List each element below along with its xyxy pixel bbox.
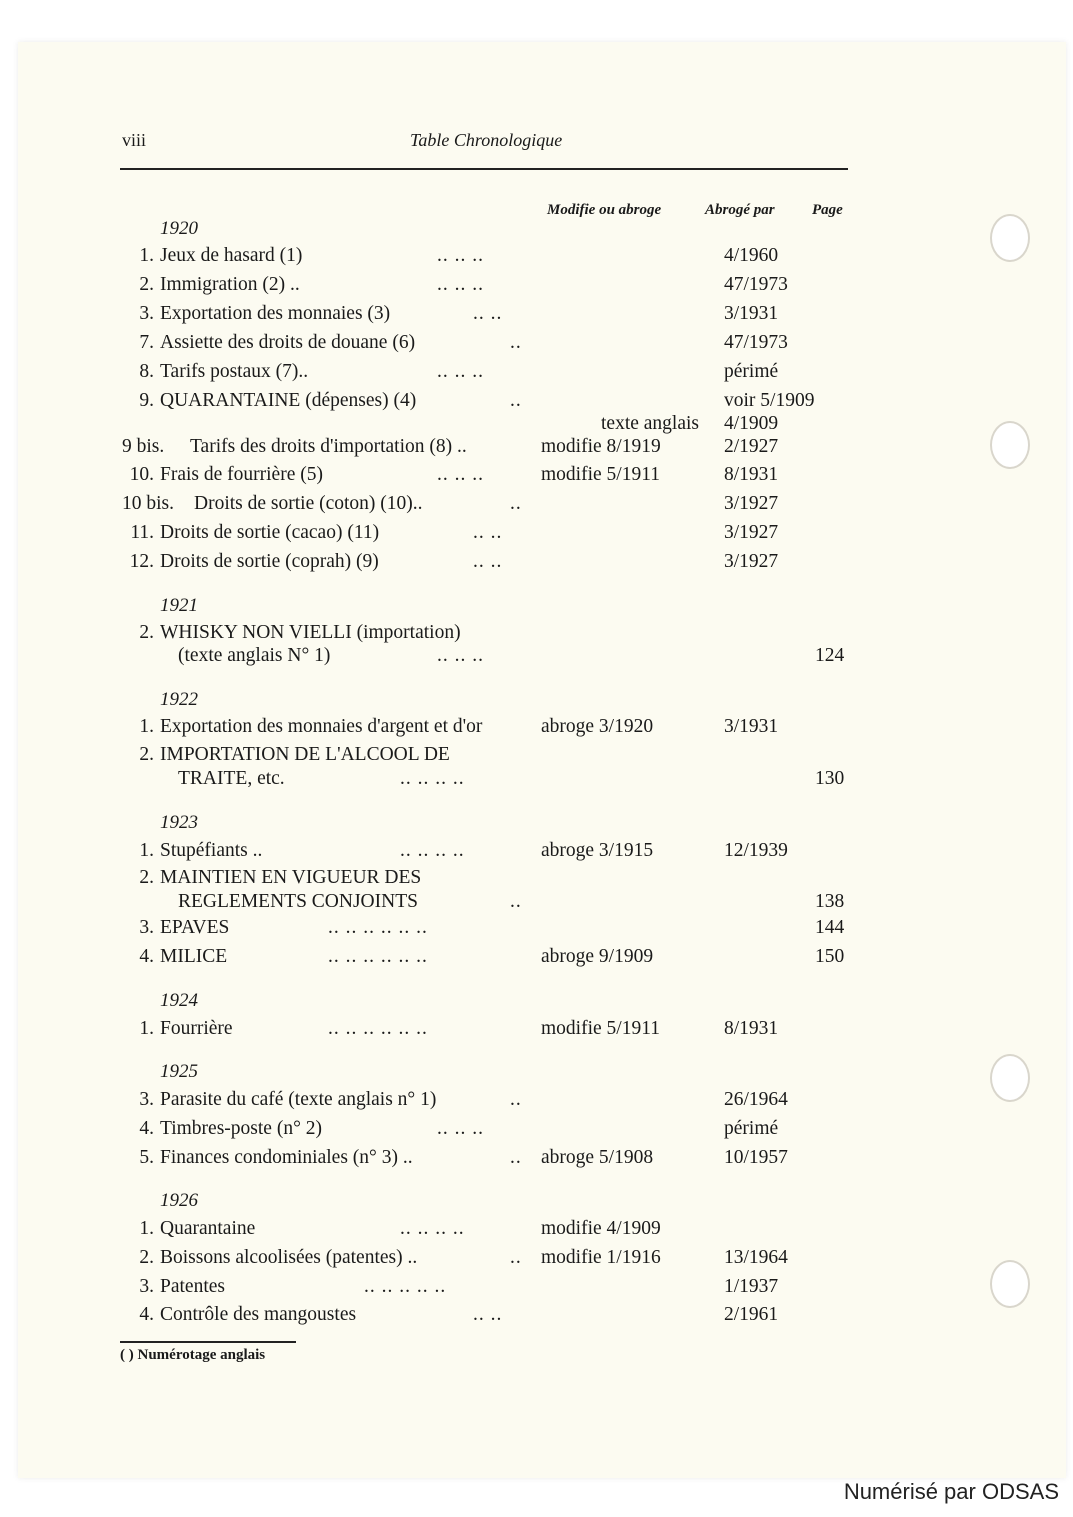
table-row xyxy=(0,1304,1073,1330)
entry-title: Quarantaine xyxy=(160,1218,256,1239)
entry-number: 11. xyxy=(130,522,154,543)
entry-number: 3. xyxy=(139,917,154,938)
table-row xyxy=(0,867,1073,893)
leader-dots: .. xyxy=(510,390,522,411)
abroge-par-cell: 1/1937 xyxy=(724,1276,779,1297)
table-row xyxy=(0,744,1073,770)
entry-title: MILICE xyxy=(160,946,228,967)
column-header-abroge-par: Abrogé par xyxy=(705,202,775,218)
page-cell: 130 xyxy=(815,768,845,789)
year-heading: 1923 xyxy=(160,812,198,833)
entry-title: Jeux de hasard (1) xyxy=(160,245,303,266)
entry-title: QUARANTAINE (dépenses) (4) xyxy=(160,390,417,411)
entry-number: 1. xyxy=(139,840,154,861)
abroge-par-cell: 4/1909 xyxy=(724,413,779,434)
table-row xyxy=(0,522,1073,548)
entry-title: (texte anglais N° 1) xyxy=(178,645,331,666)
table-row xyxy=(0,891,1073,917)
abroge-par-cell: 8/1931 xyxy=(724,1018,779,1039)
abroge-par-cell: 2/1927 xyxy=(724,436,779,457)
abroge-par-cell: 4/1960 xyxy=(724,245,779,266)
entry-title: Parasite du café (texte anglais n° 1) xyxy=(160,1089,437,1110)
page-title: Table Chronologique xyxy=(410,130,563,150)
leader-dots: .. .. .. xyxy=(437,274,484,295)
entry-title: Droits de sortie (coton) (10).. xyxy=(194,493,423,514)
entry-title: Boissons alcoolisées (patentes) .. xyxy=(160,1247,418,1268)
modifie-note: texte anglais xyxy=(601,413,700,434)
table-row xyxy=(0,1276,1073,1302)
table-row xyxy=(0,303,1073,329)
abroge-par-cell: 8/1931 xyxy=(724,464,779,485)
entry-title: Tarifs postaux (7).. xyxy=(160,361,309,382)
entry-number: 12. xyxy=(129,551,154,572)
table-row xyxy=(0,840,1073,866)
leader-dots: .. .. .. xyxy=(437,361,484,382)
entry-title: Tarifs des droits d'importation (8) .. xyxy=(190,436,467,457)
modifie-cell: abroge 3/1915 xyxy=(541,840,654,861)
entry-number: 2. xyxy=(139,622,154,643)
year-heading: 1921 xyxy=(160,595,198,616)
leader-dots: .. .. .. xyxy=(437,464,484,485)
modifie-cell: abroge 9/1909 xyxy=(541,946,654,967)
abroge-par-cell: voir 5/1909 xyxy=(724,390,815,411)
abroge-par-cell: périmé xyxy=(724,1118,779,1139)
entry-title: Droits de sortie (cacao) (11) xyxy=(160,522,380,543)
leader-dots: .. .. .. xyxy=(437,1118,484,1139)
footnote-rule xyxy=(120,1341,296,1343)
page-cell: 138 xyxy=(815,891,845,912)
entry-number: 1. xyxy=(139,716,154,737)
entry-title: WHISKY NON VIELLI (importation) xyxy=(160,622,461,643)
entry-number: 2. xyxy=(139,1247,154,1268)
leader-dots: .. .. .. .. .. .. xyxy=(328,1018,428,1039)
entry-number: 7. xyxy=(139,332,154,353)
modifie-cell: modifie 8/1919 xyxy=(541,436,661,457)
year-heading: 1924 xyxy=(160,990,198,1011)
entry-number: 2. xyxy=(139,744,154,765)
table-row xyxy=(0,645,1073,671)
entry-number: 10. xyxy=(129,464,154,485)
table-row xyxy=(0,551,1073,577)
leader-dots: .. .. .. xyxy=(437,645,484,666)
leader-dots: .. .. .. .. xyxy=(400,1218,465,1239)
abroge-par-cell: 10/1957 xyxy=(724,1147,788,1168)
entry-number: 9 bis. xyxy=(122,436,165,457)
page-cell: 124 xyxy=(815,645,845,666)
leader-dots: .. xyxy=(510,891,522,912)
leader-dots: .. xyxy=(510,1147,522,1168)
entry-title: Assiette des droits de douane (6) xyxy=(160,332,416,353)
entry-number: 2. xyxy=(139,274,154,295)
leader-dots: .. xyxy=(510,1247,522,1268)
leader-dots: .. xyxy=(510,332,522,353)
footnote: ( ) Numérotage anglais xyxy=(120,1347,266,1363)
entry-title: Patentes xyxy=(160,1276,225,1297)
column-header-modifie: Modifie ou abroge xyxy=(547,202,662,218)
leader-dots: .. .. xyxy=(473,303,503,324)
year-heading: 1925 xyxy=(160,1061,198,1082)
entry-number: 1. xyxy=(139,245,154,266)
leader-dots: .. .. xyxy=(473,551,503,572)
abroge-par-cell: 12/1939 xyxy=(724,840,788,861)
table-row xyxy=(0,274,1073,300)
leader-dots: .. xyxy=(510,493,522,514)
modifie-cell: modifie 5/1911 xyxy=(541,1018,660,1039)
entry-title: TRAITE, etc. xyxy=(178,768,285,789)
table-row xyxy=(0,1147,1073,1173)
abroge-par-cell: 47/1973 xyxy=(724,274,788,295)
abroge-par-cell: 3/1927 xyxy=(724,551,779,572)
entry-title: Immigration (2) .. xyxy=(160,274,300,295)
table-row xyxy=(0,1247,1073,1273)
leader-dots: .. .. .. .. xyxy=(400,840,465,861)
leader-dots: .. .. xyxy=(473,522,503,543)
leader-dots: .. .. .. .. .. xyxy=(364,1276,447,1297)
entry-title: IMPORTATION DE L'ALCOOL DE xyxy=(160,744,450,765)
leader-dots: .. .. .. .. xyxy=(400,768,465,789)
entry-title: Exportation des monnaies d'argent et d'or xyxy=(160,716,483,737)
year-heading: 1920 xyxy=(160,218,198,239)
watermark: Numérisé par ODSAS xyxy=(843,1479,1059,1504)
entry-title: Droits de sortie (coprah) (9) xyxy=(160,551,379,572)
table-row xyxy=(0,1218,1073,1244)
header-rule xyxy=(120,168,848,170)
table-row xyxy=(0,436,1073,462)
entry-number: 9. xyxy=(139,390,154,411)
abroge-par-cell: 3/1931 xyxy=(724,716,779,737)
entry-number: 8. xyxy=(139,361,154,382)
leader-dots: .. .. xyxy=(473,1304,503,1325)
modifie-cell: modifie 1/1916 xyxy=(541,1247,661,1268)
table-row xyxy=(0,1018,1073,1044)
year-heading: 1922 xyxy=(160,689,198,710)
entry-title: Timbres-poste (n° 2) xyxy=(160,1118,322,1139)
leader-dots: .. .. .. .. .. .. xyxy=(328,946,428,967)
entry-title: Contrôle des mangoustes xyxy=(160,1304,357,1325)
table-row xyxy=(0,946,1073,972)
table-row xyxy=(0,245,1073,271)
table-row xyxy=(0,1089,1073,1115)
entry-title: Frais de fourrière (5) xyxy=(160,464,323,485)
entry-number: 3. xyxy=(139,1276,154,1297)
entry-title: MAINTIEN EN VIGUEUR DES xyxy=(160,867,422,888)
entry-number: 4. xyxy=(139,946,154,967)
year-heading: 1926 xyxy=(160,1190,198,1211)
table-row xyxy=(0,493,1073,519)
modifie-cell: abroge 3/1920 xyxy=(541,716,654,737)
modifie-cell: abroge 5/1908 xyxy=(541,1147,654,1168)
abroge-par-cell: 13/1964 xyxy=(724,1247,788,1268)
abroge-par-cell: 26/1964 xyxy=(724,1089,788,1110)
entry-number: 3. xyxy=(139,303,154,324)
entry-number: 1. xyxy=(139,1018,154,1039)
leader-dots: .. .. .. xyxy=(437,245,484,266)
modifie-cell: modifie 4/1909 xyxy=(541,1218,661,1239)
abroge-par-cell: 3/1927 xyxy=(724,522,779,543)
page-cell: 144 xyxy=(815,917,845,938)
entry-number: 4. xyxy=(139,1304,154,1325)
entry-title: Stupéfiants .. xyxy=(160,840,263,861)
abroge-par-cell: 3/1927 xyxy=(724,493,779,514)
entry-number: 4. xyxy=(139,1118,154,1139)
leader-dots: .. xyxy=(510,1089,522,1110)
abroge-par-cell: périmé xyxy=(724,361,779,382)
table-row xyxy=(0,768,1073,794)
abroge-par-cell: 2/1961 xyxy=(724,1304,779,1325)
column-header-page: Page xyxy=(812,202,843,218)
entry-number: 2. xyxy=(139,867,154,888)
table-row xyxy=(0,361,1073,387)
table-row xyxy=(0,1118,1073,1144)
table-row xyxy=(0,716,1073,742)
entry-title: EPAVES xyxy=(160,917,230,938)
modifie-cell: modifie 5/1911 xyxy=(541,464,660,485)
table-row xyxy=(0,917,1073,943)
entry-title: Fourrière xyxy=(160,1018,233,1039)
abroge-par-cell: 3/1931 xyxy=(724,303,779,324)
entry-title: Finances condominiales (n° 3) .. xyxy=(160,1147,413,1168)
entry-title: Exportation des monnaies (3) xyxy=(160,303,391,324)
page-number: viii xyxy=(122,130,147,150)
abroge-par-cell: 47/1973 xyxy=(724,332,788,353)
leader-dots: .. .. .. .. .. .. xyxy=(328,917,428,938)
entry-number: 10 bis. xyxy=(122,493,175,514)
entry-number: 5. xyxy=(139,1147,154,1168)
entry-number: 1. xyxy=(139,1218,154,1239)
table-row xyxy=(0,332,1073,358)
table-row xyxy=(0,464,1073,490)
entry-title: REGLEMENTS CONJOINTS xyxy=(178,891,418,912)
page-cell: 150 xyxy=(815,946,845,967)
entry-number: 3. xyxy=(139,1089,154,1110)
